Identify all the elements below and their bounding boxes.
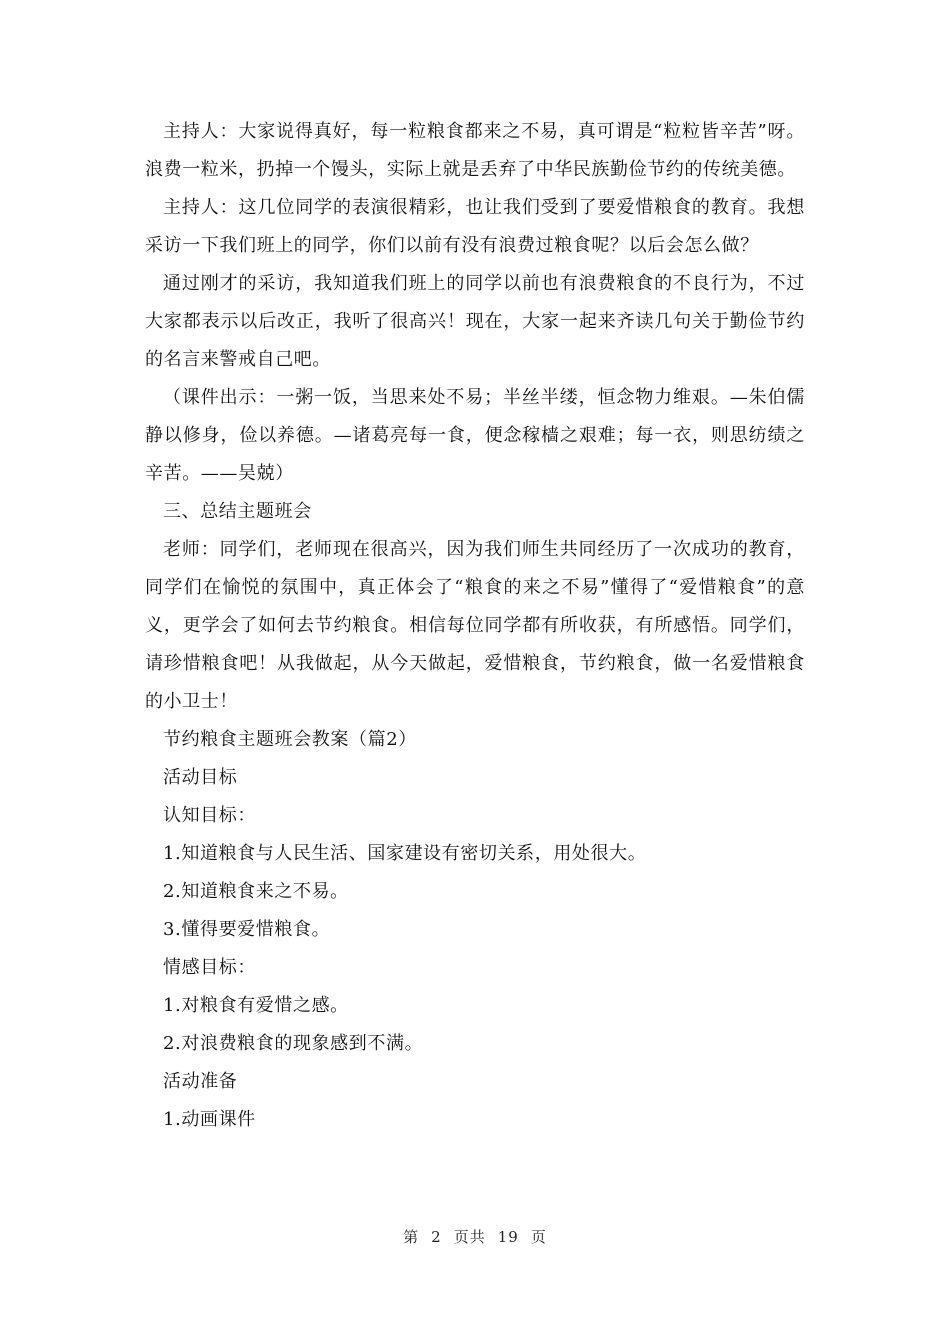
footer-current-page: 2 <box>431 1228 442 1246</box>
list-item-emotional-2: 2.对浪费粮食的现象感到不满。 <box>163 1033 424 1054</box>
heading-cognitive-goals: 认知目标： <box>163 805 256 826</box>
list-item-cognitive-3: 3.懂得要爱惜粮食。 <box>163 919 331 940</box>
heading-emotional-goals: 情感目标： <box>163 957 256 978</box>
list-item-preparation-1: 1.动画课件 <box>163 1109 256 1130</box>
footer-prefix: 第 <box>403 1228 420 1246</box>
footer-total-pages: 19 <box>497 1228 519 1246</box>
paragraph-host-remarks-1: 主持人：大家说得真好，每一粒粮食都来之不易，真可谓是“粒粒皆辛苦”呀。浪费一粒米，扔掉一个馒头，实际上就是丢弃了中华民族勤俭节约的传统美德。 <box>145 121 805 180</box>
paragraph-courseware-quotes: （课件出示：一粥一饭，当思来处不易；半丝半缕，恒念物力维艰。—朱伯儒静以修身，俭以养德。—诸葛亮每一食，便念稼樯之艰难；每一衣，则思纺绩之辛苦。——吴兢） <box>145 387 805 484</box>
list-item-cognitive-1: 1.知道粮食与人民生活、国家建设有密切关系，用处很大。 <box>163 843 647 864</box>
footer-middle: 页共 <box>453 1228 486 1246</box>
paragraph-teacher-conclusion: 老师：同学们，老师现在很高兴，因为我们师生共同经历了一次成功的教育，同学们在愉悦的氛围中，真正体会了“粮食的来之不易”懂得了“爱惜粮食”的意义，更学会了如何去节约粮食。相信每位同学都有所收获，有所感悟。同学们，请珍惜粮食吧！从我做起，从今天做起，爱惜粮食，节约粮食，做一名爱惜粮食的小卫士！ <box>145 539 805 712</box>
paragraph-interview-summary: 通过刚才的采访，我知道我们班上的同学以前也有浪费粮食的不良行为，不过大家都表示以后改正，我听了很高兴！现在，大家一起来齐读几句关于勤俭节约的名言来警戒自己吧。 <box>145 273 805 370</box>
list-item-cognitive-2: 2.知道粮食来之不易。 <box>163 881 349 902</box>
list-item-emotional-1: 1.对粮食有爱惜之感。 <box>163 995 349 1016</box>
paragraph-host-remarks-2: 主持人：这几位同学的表演很精彩，也让我们受到了要爱惜粮食的教育。我想采访一下我们班上的同学，你们以前有没有浪费过粮食呢？以后会怎么做？ <box>145 197 805 256</box>
document-body <box>145 113 805 1139</box>
page-footer <box>0 1226 950 1247</box>
heading-activity-preparation: 活动准备 <box>163 1071 238 1092</box>
footer-suffix: 页 <box>530 1228 547 1246</box>
heading-activity-goals: 活动目标 <box>163 767 238 788</box>
lesson-plan-title: 节约粮食主题班会教案（篇2） <box>163 729 417 750</box>
section-heading-summary: 三、总结主题班会 <box>163 501 312 522</box>
